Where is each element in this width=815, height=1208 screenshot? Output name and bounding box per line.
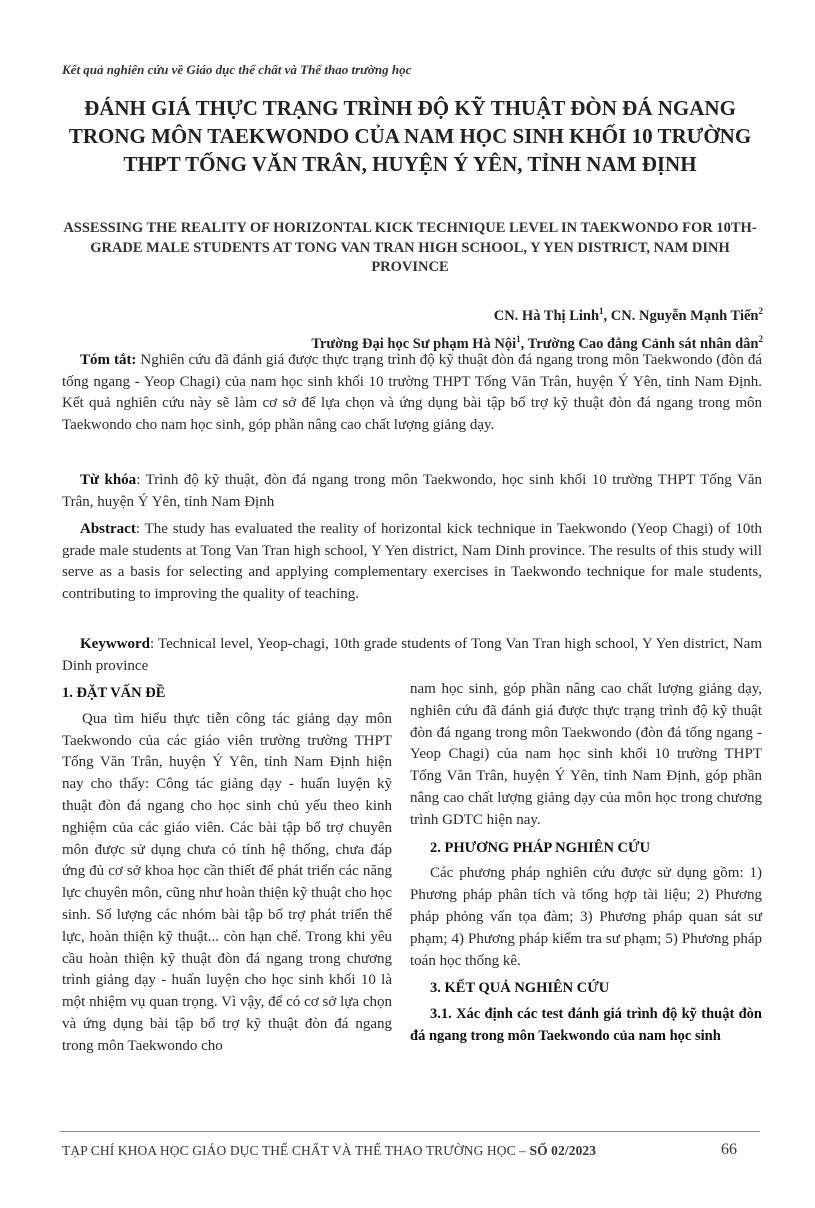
footer-divider [60,1131,760,1132]
author-names [311,300,763,328]
abstract-text: : The study has evaluated the reality of horizontal kick technique in Taekwondo (Yeop Chagi) of 10th grade male students at Tong Van Tran high school, Y Yen district, Nam Dinh province. The results of this study will serve as a basis for selecting and applying complementary exercises in Taekwondo technique for male students, contributing to improving the quality of teaching. [62,521,762,602]
title-english: ASSESSING THE REALITY OF HORIZONTAL KICK TECHNIQUE LEVEL IN TAEKWONDO FOR 10TH- GRADE MALE STUDENTS AT TONG VAN TRAN HIGH SCHOOL, Y YEN DISTRICT, NAM DINH PROVINCE [63,220,757,275]
keywords-vi-text: : Trình độ kỹ thuật, đòn đá ngang trong môn Taekwondo, học sinh khối 10 trường THPT Tống Văn Trân, huyện Ý Yên, tỉnh Nam Định [62,472,762,510]
author-2: CN. Nguyễn Mạnh Tiến [610,307,759,324]
keywords-vi-label: Từ khóa [80,472,137,488]
abstract-label: Abstract [80,521,136,537]
footer-journal [62,1143,596,1159]
keywords-vi [62,470,762,513]
keywords-en [62,634,762,677]
institution-separator: , [520,335,528,352]
keywords-en-label: Keywword [80,636,150,652]
author-block [311,300,763,356]
institution-2-mark: 2 [758,333,763,344]
section-2-paragraph: Các phương pháp nghiên cứu được sử dụng gồm: 1) Phương pháp phân tích và tổng hợp tài liệu; 2) Phương pháp phỏng vấn tọa đàm; 3) Phương pháp quan sát sư phạm; 4) Phương pháp kiểm tra sư phạm; 5) Phương pháp toán học thống kê. [410,865,762,969]
page-number: 66 [721,1141,737,1158]
journal-issue: SỐ 02/2023 [529,1143,597,1158]
author-2-affiliation: 2 [758,306,763,316]
author-1-affiliation: 1 [599,306,604,316]
section-3-1-heading: 3.1. Xác định các test đánh giá trình độ kỹ thuật đòn đá ngang trong môn Taekwondo của nam học sinh [410,1006,762,1044]
abstract-en [62,519,762,605]
section-1-continuation: nam học sinh, góp phần nâng cao chất lượng giảng dạy, nghiên cứu đã đánh giá được thực trạng trình độ kỹ thuật đòn đá ngang trong môn Taekwondo (đòn đá tống ngang - Yeop Chagi) của nam học sinh khối 10 trường THPT Tống Văn Trân, huyện Ý Yên, tỉnh Nam Định, góp phần nâng cao chất lượng giảng dạy của môn học trong chương trình GDTC hiện nay. [410,681,762,828]
summary-vi [62,350,762,436]
journal-name: TẠP CHÍ KHOA HỌC GIÁO DỤC THỂ CHẤT VÀ THỂ THAO TRƯỜNG HỌC – [62,1143,530,1158]
title-vietnamese: ĐÁNH GIÁ THỰC TRẠNG TRÌNH ĐỘ KỸ THUẬT ĐÒN ĐÁ NGANG TRONG MÔN TAEKWONDO CỦA NAM HỌC SINH KHỐI 10 TRƯỜNG THPT TỐNG VĂN TRÂN, HUYỆN Ý YÊN, TỈNH NAM ĐỊNH [68,96,752,176]
running-head: Kết quả nghiên cứu về Giáo dục thể chất và Thể thao trường học [62,62,412,77]
section-2-heading: 2. PHƯƠNG PHÁP NGHIÊN CỨU [430,839,651,856]
author-1: CN. Hà Thị Linh [493,307,600,324]
summary-text: Nghiên cứu đã đánh giá được thực trạng trình độ kỹ thuật đòn đá ngang trong môn Taekwondo (đòn đá tống ngang - Yeop Chagi) của nam học sinh khối 10 trường THPT Tống Văn Trân, huyện Ý Yên, tỉnh Nam Định. Kết quả nghiên cứu này sẽ làm cơ sở để lựa chọn và ứng dụng bài tập bổ trợ kỹ thuật đòn đá ngang trong môn Taekwondo cho nam học sinh, góp phần nâng cao chất lượng giảng dạy. [62,352,762,433]
section-1-paragraph: Qua tìm hiểu thực tiễn công tác giảng dạy môn Taekwondo của các giáo viên trường trường THPT Tống Văn Trân, huyện Ý Yên, tỉnh Nam Định hiện nay cho thấy: Công tác giảng dạy - huấn luyện kỹ thuật đòn đá ngang cho học sinh chủ yếu theo kinh nghiệm của các giáo viên. Các bài tập bổ trợ chuyên môn được sử dụng chưa có tính hệ thống, chưa đáp ứng đủ cơ sở khoa học cần thiết để phát triển các năng lực chuyên môn, cũng như hoàn thiện kỹ thuật cho học sinh. Số lượng các nhóm bài tập bổ trợ phát triển thể lực, hoàn thiện kỹ thuật... còn hạn chế. Trong khi yêu cầu hoàn thiện kỹ thuật đòn đá ngang trong chương trình giảng dạy - huấn luyện cho học sinh khối 10 là một nhiệm vụ quan trọng. Vì vậy, để có cơ sở lựa chọn và ứng dụng bài tập bổ trợ kỹ thuật đòn đá ngang trong môn Taekwondo cho [62,710,392,1054]
institution-1-mark: 1 [516,333,521,344]
institution-2: Trường Cao đẳng Cảnh sát nhân dân [527,335,759,352]
section-3-heading: 3. KẾT QUẢ NGHIÊN CỨU [430,980,610,997]
section-1-heading: 1. ĐẶT VẤN ĐỀ [62,685,166,701]
institution-1: Trường Đại học Sư phạm Hà Nội [311,335,517,352]
author-separator: , [603,307,611,324]
summary-label: Tóm tắt: [80,352,137,368]
right-column [410,679,762,1048]
left-column [62,683,392,1058]
keywords-en-text: : Technical level, Yeop-chagi, 10th grade students of Tong Van Tran high school, Y Yen district, Nam Dinh province [62,636,762,674]
